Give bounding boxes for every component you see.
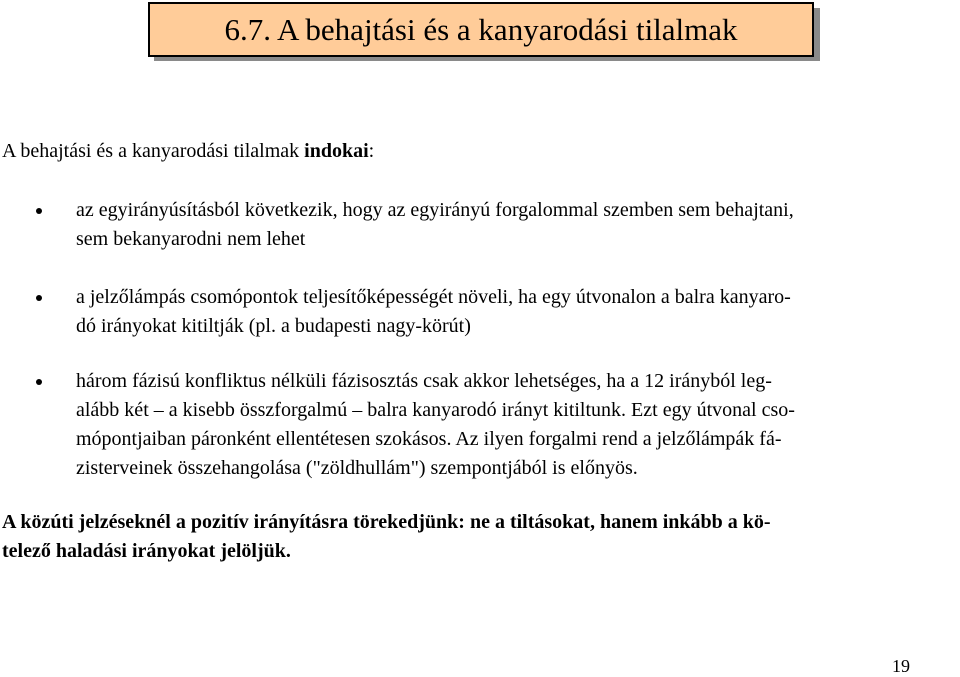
list-item-line: dó irányokat kitiltják (pl. a budapesti nagy-körút) bbox=[76, 315, 471, 337]
list-item-line: sem bekanyarodni nem lehet bbox=[76, 228, 306, 250]
conclusion-line: telező haladási irányokat jelöljük. bbox=[2, 540, 291, 562]
list-item-text bbox=[76, 196, 794, 254]
title-box bbox=[148, 2, 814, 57]
bullet-icon bbox=[36, 295, 42, 301]
bullet-icon bbox=[36, 379, 42, 385]
list-item-line: mópontjaiban páronként ellentétesen szokásos. Az ilyen forgalmi rend a jelzőlámpák fá- bbox=[76, 428, 782, 450]
conclusion-line: A közúti jelzéseknél a pozitív irányításra törekedjünk: ne a tiltásokat, hanem inkább a kö- bbox=[2, 511, 771, 533]
list-item-line: a jelzőlámpás csomópontok teljesítőképességét növeli, ha egy útvonalon a balra kanyaro- bbox=[76, 286, 791, 308]
list-item-line: három fázisú konfliktus nélküli fázisosztás csak akkor lehetséges, ha a 12 irányból leg- bbox=[76, 370, 772, 392]
list-item-line: az egyirányúsításból következik, hogy az egyirányú forgalommal szemben sem behajtani, bbox=[76, 199, 794, 221]
list-item-line: zisterveinek összehangolása ("zöldhullám") szempontjából is előnyös. bbox=[76, 457, 638, 479]
list-item-line: alább két – a kisebb összforgalmú – balra kanyarodó irányt kitiltunk. Ezt egy útvonal cso- bbox=[76, 399, 795, 421]
list-item-text bbox=[76, 283, 791, 341]
conclusion-paragraph bbox=[2, 508, 771, 566]
page-number: 19 bbox=[892, 656, 910, 676]
intro-bold-word: indokai bbox=[304, 140, 369, 162]
intro-suffix: : bbox=[368, 140, 375, 162]
intro-paragraph bbox=[2, 138, 374, 164]
page-title: 6.7. A behajtási és a kanyarodási tilalmak bbox=[224, 12, 738, 47]
bullet-icon bbox=[36, 208, 42, 214]
list-item-text bbox=[76, 367, 795, 483]
intro-text: A behajtási és a kanyarodási tilalmak bbox=[2, 140, 305, 162]
